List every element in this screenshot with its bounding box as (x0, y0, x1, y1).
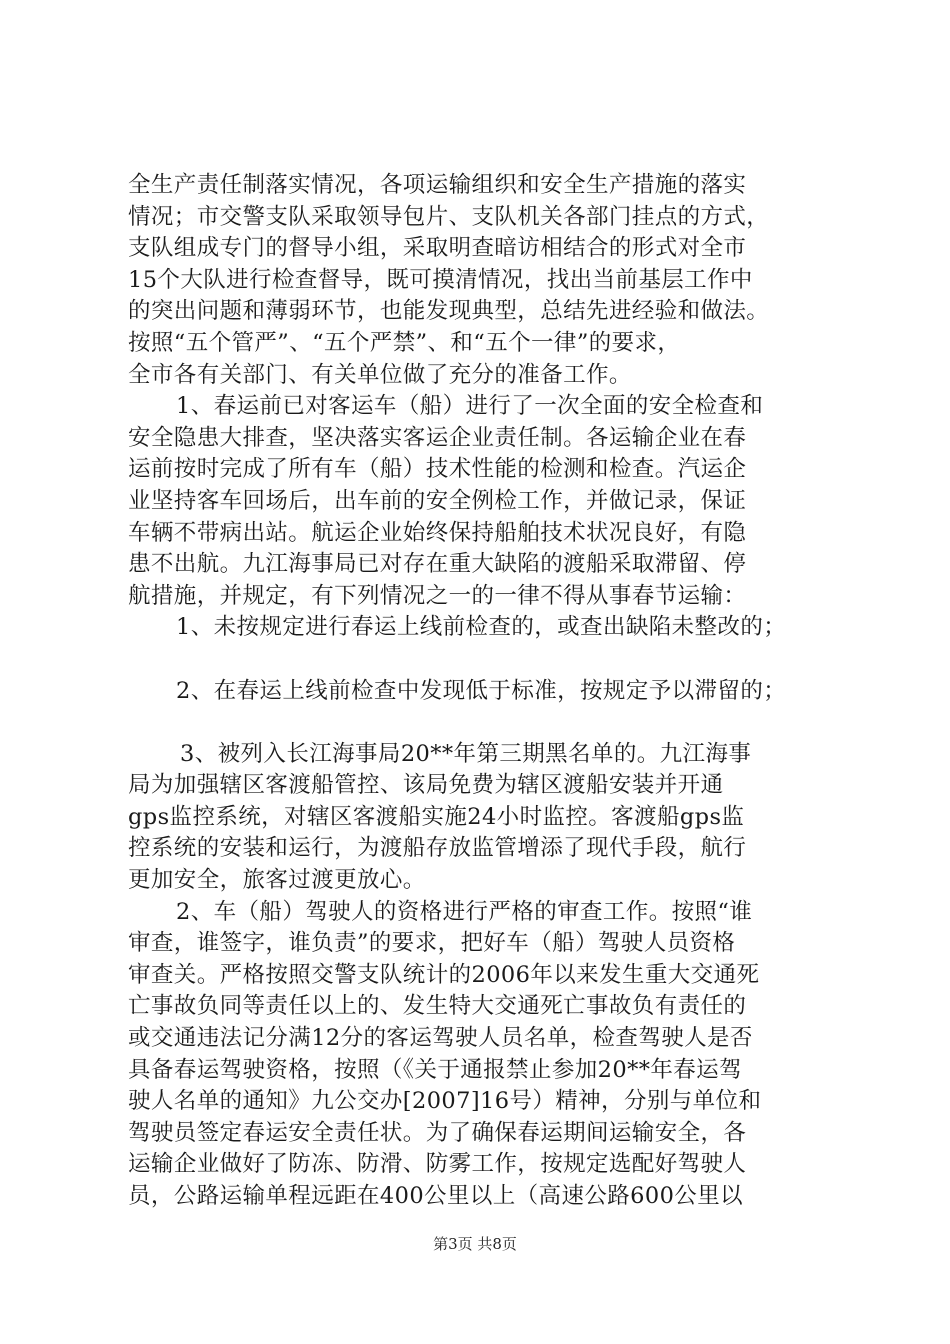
text-line: 15个大队进行检查督导，既可摸清情况，找出当前基层工作中 (128, 266, 753, 293)
blank-line (128, 644, 838, 676)
list-item-line: 1、未按规定进行春运上线前检查的，或查出缺陷未整改的； (176, 614, 787, 641)
text-line: 局为加强辖区客渡船管控、该局免费为辖区渡船安装并开通 (128, 772, 724, 799)
text-line: 按照“五个管严”、“五个严禁”、和“五个一律”的要求， (128, 329, 681, 356)
paragraph-start-line: 1、春运前已对客运车（船）进行了一次全面的安全检查和 (176, 393, 764, 420)
text-line: 亡事故负同等责任以上的、发生特大交通死亡事故负有责任的 (128, 993, 747, 1020)
text-line: 全市各有关部门、有关单位做了充分的准备工作。 (128, 361, 632, 388)
text-line: 审查，谁签字，谁负责”的要求，把好车（船）驾驶人员资格 (128, 930, 736, 957)
text-line: 业坚持客车回场后，出车前的安全例检工作，并做记录，保证 (128, 487, 747, 514)
document-body (128, 170, 838, 1213)
list-item-line: 2、在春运上线前检查中发现低于标准，按规定予以滞留的； (176, 677, 787, 704)
text-line: 航措施，并规定，有下列情况之一的一律不得从事春节运输： (128, 582, 747, 609)
blank-line (128, 707, 838, 739)
text-line: 的突出问题和薄弱环节，也能发现典型，总结先进经验和做法。 (128, 298, 770, 325)
text-line: 驾驶员签定春运安全责任状。为了确保春运期间运输安全，各 (128, 1119, 747, 1146)
text-line: 驶人名单的通知》九公交办[2007]16号）精神，分别与单位和 (128, 1088, 762, 1115)
text-line: 运前按时完成了所有车（船）技术性能的检测和检查。汽运企 (128, 456, 747, 483)
text-line: 审查关。严格按照交警支队统计的2006年以来发生重大交通死 (128, 961, 760, 988)
text-line: 车辆不带病出站。航运企业始终保持船舶技术状况良好，有隐 (128, 519, 747, 546)
text-line: 情况；市交警支队采取领导包片、支队机关各部门挂点的方式， (128, 203, 770, 230)
text-line: 全生产责任制落实情况，各项运输组织和安全生产措施的落实 (128, 172, 747, 198)
text-line: gps监控系统，对辖区客渡船实施24小时监控。客渡船gps监 (128, 803, 745, 830)
text-line: 控系统的安装和运行，为渡船存放监管增添了现代手段，航行 (128, 835, 747, 862)
text-line: 员，公路运输单程远距在400公里以上（高速公路600公里以 (128, 1183, 743, 1209)
text-line: 安全隐患大排查，坚决落实客运企业责任制。各运输企业在春 (128, 424, 747, 451)
text-line: 患不出航。九江海事局已对存在重大缺陷的渡船采取滞留、停 (128, 551, 747, 578)
paragraph-start-line: 2、车（船）驾驶人的资格进行严格的审查工作。按照“谁 (176, 898, 753, 925)
text-line: 具备春运驾驶资格，按照（《关于通报禁止参加20**年春运驾 (128, 1056, 742, 1083)
text-line: 或交通违法记分满12分的客运驾驶人员名单，检查驾驶人是否 (128, 1025, 753, 1052)
text-line: 支队组成专门的督导小组，采取明查暗访相结合的形式对全市 (128, 235, 747, 262)
text-line: 运输企业做好了防冻、防滑、防雾工作，按规定选配好驾驶人 (128, 1151, 747, 1178)
list-item-line: 3、被列入长江海事局20**年第三期黑名单的。九江海事 (180, 740, 752, 767)
text-line: 更加安全，旅客过渡更放心。 (128, 867, 426, 894)
page-number-footer: 第3页 共8页 (433, 1235, 517, 1253)
